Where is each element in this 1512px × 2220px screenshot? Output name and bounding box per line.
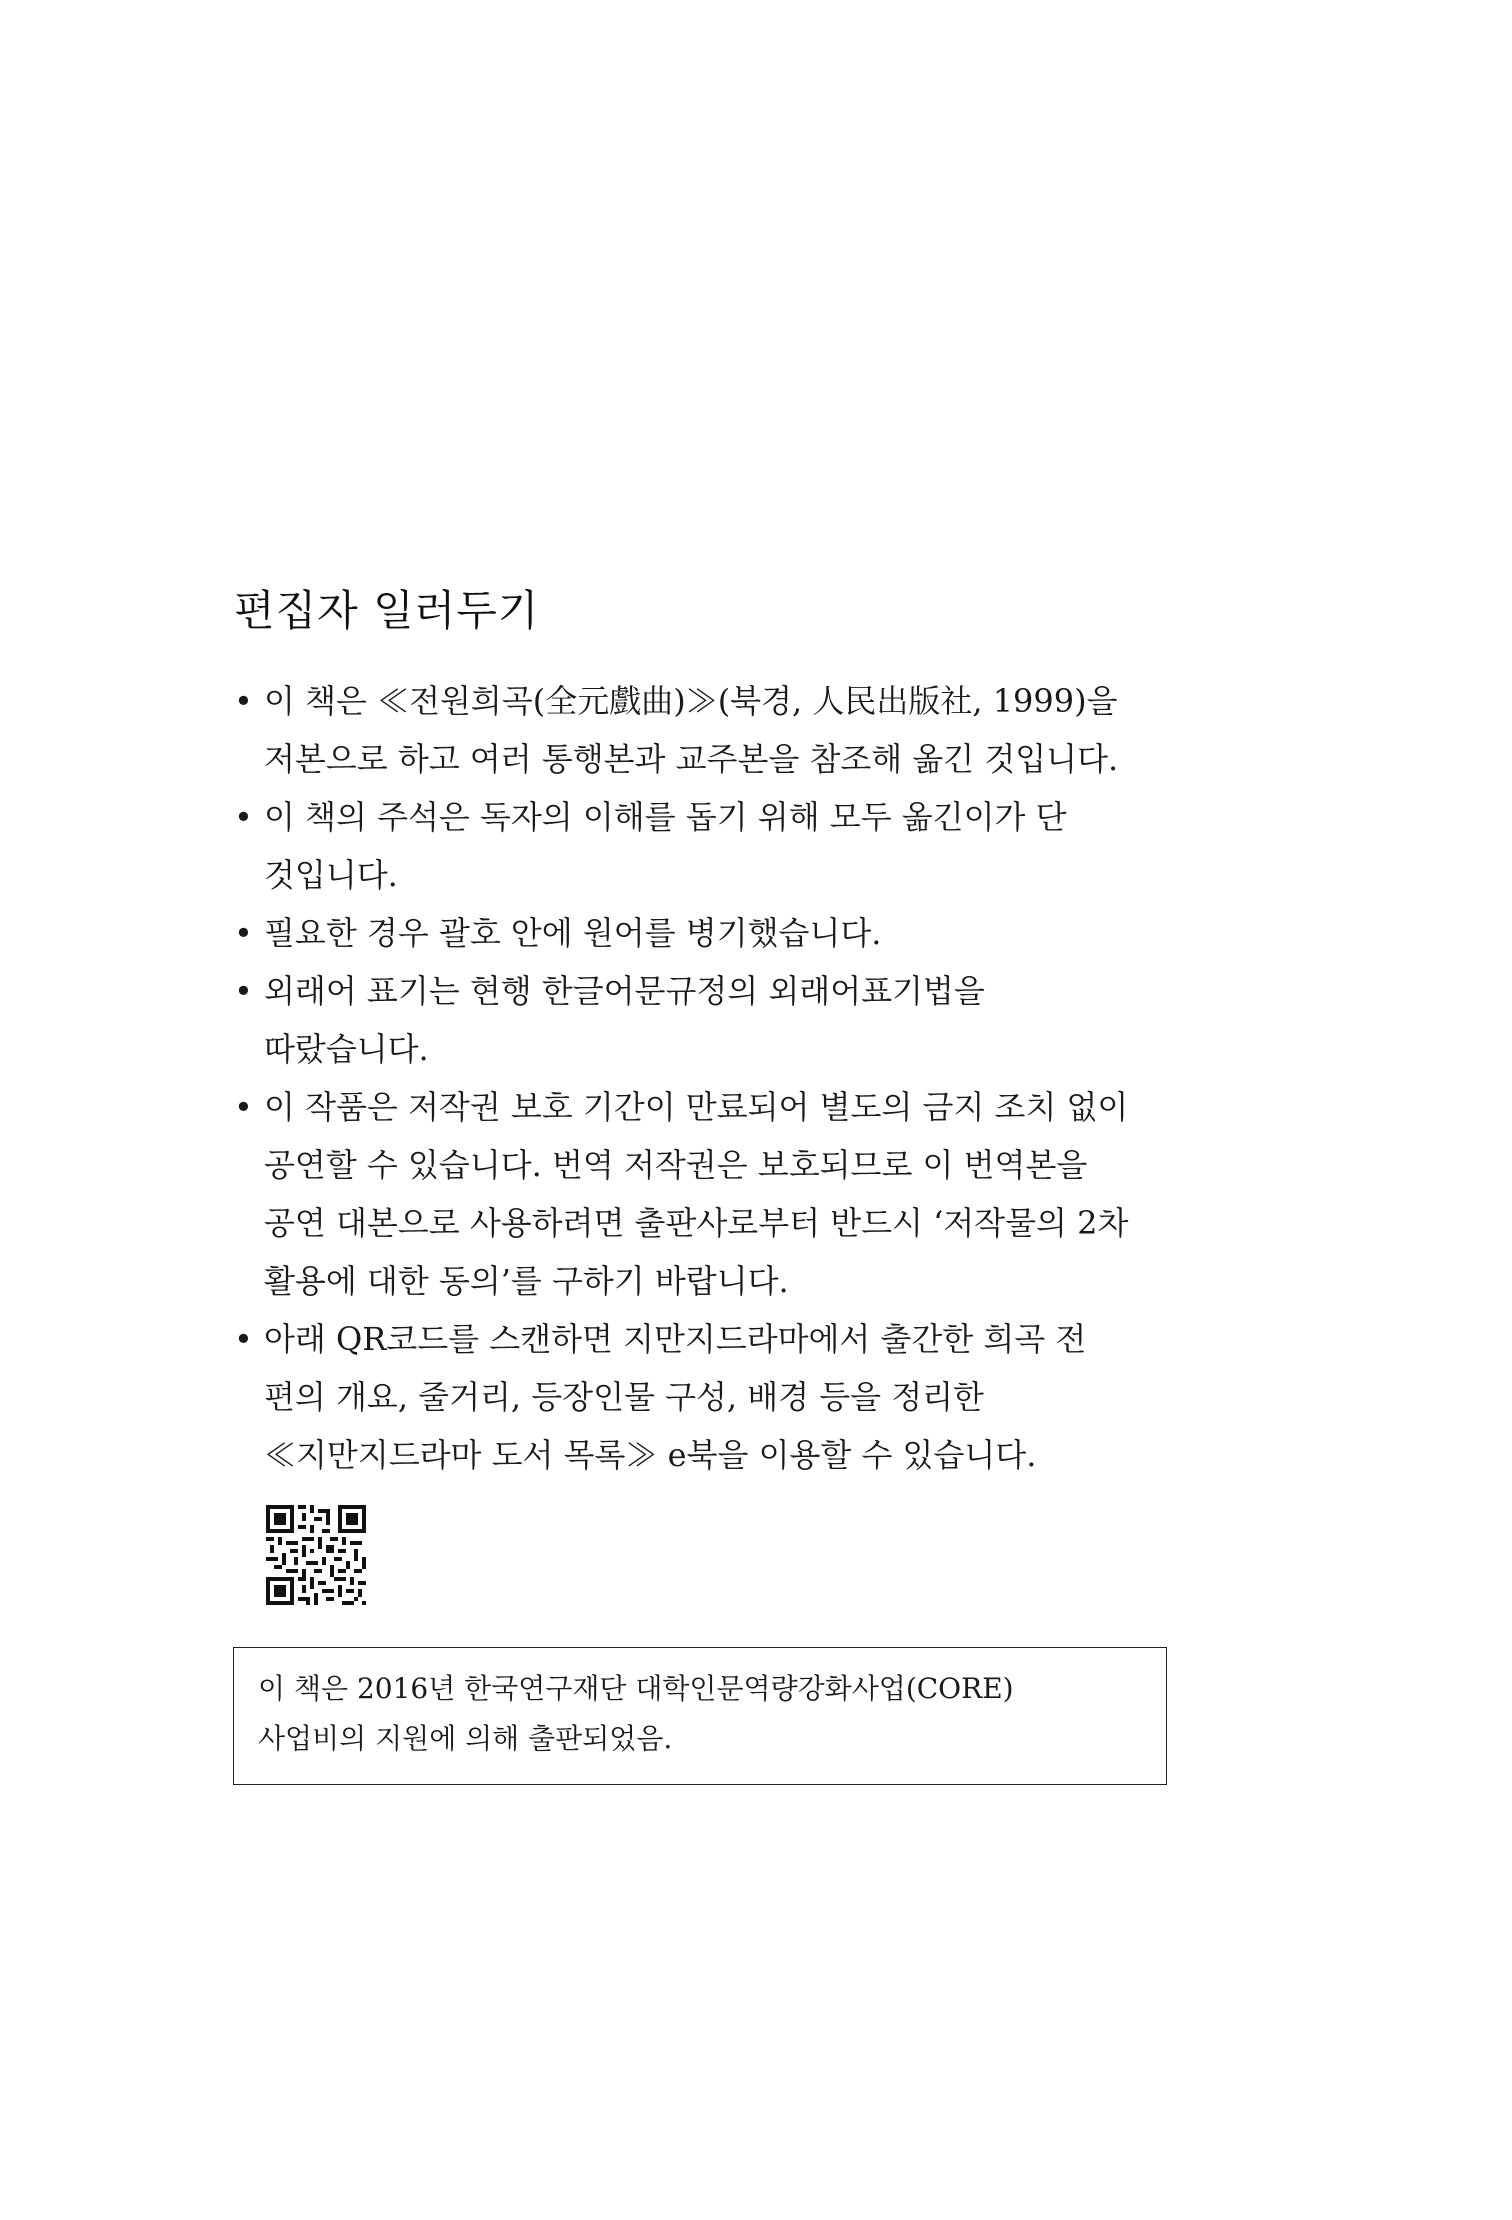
bullet-icon: • — [234, 1088, 253, 1126]
note-line: 것입니다. — [264, 856, 398, 894]
list-item — [232, 672, 1212, 788]
qr-code[interactable] — [266, 1505, 366, 1605]
note-line: 활용에 대한 동의’를 구하기 바랍니다. — [264, 1262, 789, 1300]
note-line: 공연 대본으로 사용하려면 출판사로부터 반드시 ‘저작물의 2차 — [264, 1204, 1129, 1242]
bullet-icon: • — [234, 914, 253, 952]
notes-list — [232, 672, 1212, 1484]
funding-notice-line: 이 책은 2016년 한국연구재단 대학인문역량강화사업(CORE) — [258, 1672, 1014, 1705]
note-line: ≪지만지드라마 도서 목록≫ e북을 이용할 수 있습니다. — [264, 1436, 1037, 1474]
list-item — [232, 904, 1212, 962]
note-line: 따랐습니다. — [264, 1030, 429, 1068]
bullet-icon: • — [234, 972, 253, 1010]
note-line: 편의 개요, 줄거리, 등장인물 구성, 배경 등을 정리한 — [264, 1378, 984, 1416]
list-item — [232, 962, 1212, 1078]
page-title: 편집자 일러두기 — [234, 586, 540, 635]
list-item — [232, 1310, 1212, 1484]
bullet-icon: • — [234, 798, 253, 836]
note-line: 저본으로 하고 여러 통행본과 교주본을 참조해 옮긴 것입니다. — [264, 740, 1119, 778]
note-line: 필요한 경우 괄호 안에 원어를 병기했습니다. — [264, 914, 882, 952]
note-line: 이 책은 ≪전원희곡(全元戲曲)≫(북경, 人民出版社, 1999)을 — [264, 682, 1118, 720]
list-item — [232, 1078, 1212, 1310]
list-item — [232, 788, 1212, 904]
bullet-icon: • — [234, 1320, 253, 1358]
funding-notice-box — [233, 1647, 1167, 1785]
note-line: 외래어 표기는 현행 한글어문규정의 외래어표기법을 — [264, 972, 985, 1010]
note-line: 공연할 수 있습니다. 번역 저작권은 보호되므로 이 번역본을 — [264, 1146, 1088, 1184]
note-line: 이 책의 주석은 독자의 이해를 돕기 위해 모두 옮긴이가 단 — [264, 798, 1067, 836]
bullet-icon: • — [234, 682, 253, 720]
note-line: 아래 QR코드를 스캔하면 지만지드라마에서 출간한 희곡 전 — [264, 1320, 1087, 1358]
note-line: 이 작품은 저작권 보호 기간이 만료되어 별도의 금지 조치 없이 — [264, 1088, 1129, 1126]
funding-notice-line: 사업비의 지원에 의해 출판되었음. — [258, 1722, 673, 1755]
